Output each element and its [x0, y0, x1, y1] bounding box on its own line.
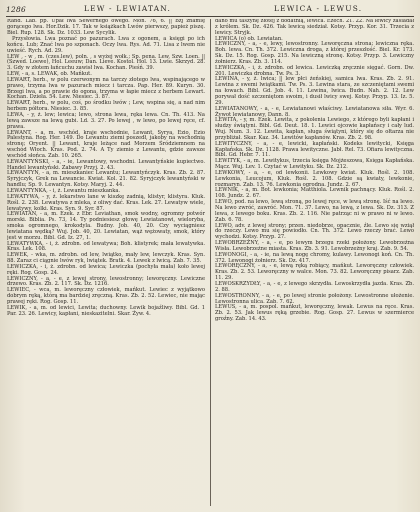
dictionary-entry: LEWIATAN, - a, m. Ezek. z Ebr. Leviathan, smok wodny, ogromny potwór morski. Biblia. Ps. 73, 14. Ty podniesiesz głowę Lewiatanowi, wieloryba, smoka ogromnego, krokodyla. Budny. Job. 40, 20. Czy wyciągniesz lewiatana wędką? Wuj. Job. 40, 20. Lewiatan, wąż wężowaty, smok, który jest w morzu. Bibl. Gd. Iz. 27, 1.: [7, 211, 205, 241]
dictionary-entry: LEW, - a, s. LEWAK, ob. Mańkut.: [7, 71, 92, 78]
running-header: [6, 4, 414, 16]
right-column: [215, 19, 414, 508]
dictionary-entry: LEWIATANOWY, - a, - e, Lewiatanowi właściwy. Lewiatanowa siła. Wyr. 6. Żywot lewiatanowy, Dann. 8.: [215, 105, 414, 118]
dictionary-entry: LEWICZKA, - i, ż. zdrobn. od lewica. Lewiczką zręcznie sięgać. Gorn. Dw. 201. Lewiczka drobna. Tw. Ps. 3.: [215, 64, 414, 77]
dictionary-entry: LEWITA, - y, m. Ezek. Lewita, z pokolenia Lewiego, z którego byli kapłani i słudzy świątyni. Bibl. Gd. Deut. 18. 1. Lewici ojcowie kapłańscy i cały lud. Wuj. Num. 3. 12. Lewita, kapłan, sługa świątyni, który się do ołtarza nie przybliżał. Skar. Kaz. 34. Lewitów kapłanów. Kras. Zb. 2. 98.: [215, 117, 414, 141]
header-rule: [6, 16, 414, 17]
dictionary-entry: LEWKOWY, - a, - e, od lewkonii. Lewkowy kwiat. Kluk. Rośl. 2. 108. Lewkonia, Leucojum, Kluk. Rośl. 2. 108. Gdzie są kwiaty, lewkonie, rozmaryn. Zab. 13. 76. Lewkonia ogrodna. Jundz. 2. 67.: [215, 169, 414, 188]
dictionary-entry: LEWONOGI, - a, - ie, na lewą nogę chromy, kulawy. Lewonogi koń. Cn. Th. 372. Lewonogi żołnierz. Sk. Dz. 417.: [215, 251, 414, 264]
dictionary-entry: LEWITYK, - a, m. Lewitykus, trzecia księga Mojżeszowa, Księga Kapłańska. Mącz. Wuj. Lev. 1. Czytać w Lewityku. Sk. Dz. 212.: [215, 158, 414, 171]
dictionary-entry: LEWICZKA, - i, ż. zdrobn. od lewica; Lewiczka (pochyła mała) koło lewej ręki. Rog. Gosp. 24.: [7, 263, 205, 276]
dictionary-entry: LEWANTYŃSKI, - a, - ie, Lewantowy, wschodni. Lewantyńskie kupiectwo. Handel lewantyński. Zabawy Przyj. 2. 43.: [7, 158, 205, 171]
dictionary-entry: LEWANTYNKA, - i, ż. Lewantu mieszkanka.: [7, 187, 121, 194]
left-running-title: LEW - LEWIATAN.: [84, 4, 172, 13]
dictionary-entry: Przysłowia. Lwa poznać po pazurach. Lwa z ogonem, a księgi po ich końcu. Lub; Znać lwa po szponach. Oczy lwa. Rys. Ad. 71. Lisa z lwem nie uwieść. Rych. Ad. 29.: [7, 36, 205, 54]
dictionary-entry: LEWA, - y, ż. lew; lewica; lewo, strona lewa, ręka lewa. Cn. Th. 413. Na lewą zawsze na lewą gubi. Ld. 3. 27. Po lewej , w lewo, po lewej ręce, cf. prawa.: [7, 112, 205, 130]
dictionary-entry: LEWATYWA, - y, ż. lekarstwo lane w kiszkę zadnią, klistyr, klistyra. Kluk. Rośl. 2. 238. Lewatywa z mleka, z oliwy dać. Kras. Lek. 27. Lewatyw wiele, lewatywy, kolki. Kras. Syn. 9. Syr. 87.: [7, 193, 205, 212]
dictionary-entry: LEWOBRZEŻNY, - a, - e, po lewym brzegu rzeki położony. Lewobrzeżna Wisła. Lewobrzeżne miasta. Kras. Zb. 3. 91. Lewobrzeżny kraj. Zab. 9. 54.: [215, 240, 414, 252]
dictionary-entry: LEWART, herb., w polu czerwonym na tarczy złotego lwa, wspinającego w prawo, trzyma lwa w pazurach miecz i tarcza. Pap. Her. 89. Kuryn. 30. Brzegi lwa, a po prawie do ogona, trzyma w łapie miecz z herbem Lewart. Kochan. Dzieła. 54. Lew. Niesiec. 3. 87.: [7, 76, 205, 101]
dictionary-entry: LEWO, pod. na lewo, lewą stroną, po lewej ręce, w lewą stronę. Iść na lewo. Na lewo zwróć, zawróć. Mon. 71. 37. Lewo, na lewą, z lewa. Sk. Dz. 313. Z lewa, z lewego boku. Kras. Zb. 2. 116. Nie patrząc ni w prawo ni w lewo. Zab. 6. 78.: [215, 199, 414, 223]
dictionary-entry: LEWO, adv. z lewej strony; przen. niedobrze, opacznie, źle. Lewo się wziął do rzeczy. Lewo mu się powiodło. Cn. Th. 372. Lewo rzeczy brać. Lewo wychodzi. Kotsy. Przyp. 27.: [215, 222, 414, 241]
dictionary-entry: LEWOSTRONNY, - a, - e, po lewej stronie położony. Lewostronne ułożenie. Lewostronna ulica. Zab. 7. 62.: [215, 292, 414, 305]
dictionary-entry: LEWIK, - a, m. od lewici, Lewita; duchowny. Lewik bojaźliwy. Bibl. Gd. 1 Par. 23. 26. Lewicy, kapłani, nieskazitelni. Skar. Żyw. 4.: [7, 304, 205, 317]
dictionary-entry: LEWANT, - a, m. wschód, kraje wschodnie, Lewant, Syrya, Ezio, Ezio Palestyna. Rog. Her. 149. Do Lewantu ziemi poszedł, jakoby na wschodnią stronę; Oryent. || Lewant, kraje leżące nad Morzem Śródziemnem na wschód Włoch. Kras. Pod. 2. 74. A Ty ziemio z Lewantu, gdzie zawsze wschód słońca. Zab. 10. 265.: [7, 129, 205, 159]
dictionary-entry: LEWANTYN, - a, m. mieszkaniec Lewantu; Lewantyńczyk. Kras. Zb. 2. 87. Syryjczyk, Grek na Lewancie. Kwiat. Kol. 21. 82. Syryjczyk lewantyński w handlu; Sp. 9. Lewantyn. Kotsy. Maryj. 2. 44.: [7, 170, 205, 189]
column-divider: [210, 19, 211, 506]
dictionary-entry: LEWEK, - wka, m. zdrobn. od lew, lwiątko, mały lew, lewczyk. Kras. Syn. 88. Zaraz ci ciągnie lwów ryk, lwiątek. Bratk. 4. Lewek z lwicą. Zab. 7. 35.: [7, 252, 205, 265]
dictionary-entry: LEWINA, - y, ż. lwica; || lew płci żeńskiej, samica lwa. Kras. Zb. 2. 91. Lewina z swemi lwiątkami. Tw. Ps. 3. Lewina stara, ze szczeniętami swemi na łowach. Bibl. Gd. Job. 4. 11. Lewina, lwica. Budn. Nah. 2. 12. Lew porywał dość szczeniętom swoim, i dusił lwicy swej. Kotsy. Przyp. 13. Iz. 5. 29.: [215, 76, 414, 106]
dictionary-entry: LEWATYWKA, - i, ż. zdrobn. od lewatywa; Boh. klistyrek; mała lewatywka. Kras. Lek. 108.: [7, 240, 205, 253]
dictionary-entry: LEWITYCZNY, - a, - e, lewicki, kapłański. Kodeks lewitycki, Księga Kapłańska. Sk. Dz. 1128. Prawa lewityczne. Jabł. Rel. 73. Ofiara lewityczna. Bibl. Gd. Hebr. 7. 11.: [215, 140, 414, 159]
dictionary-entry: LEWIEC, - wca, m. leworęczny człowiek, mańkut. Lewiec z wyjątkowo dobrym ręką, którą ma bardziej zręczną. Kras. Zb. 2. 52. Lewiec, nie mając prawej ręki. Rog. Gosp. 11.: [7, 287, 205, 305]
dictionary-entry: LEWART, herb., w polu, coś, po środku lwów ; Lew, wspina się, a nad nim herbem półtora. Niesiec. 3. 85.: [7, 100, 205, 113]
dictionary-entry: Rand. Lab. pp. Upał lwa Sewernego owego. Mon. 76, 6. || Bżj znamię gorącego lwa. Hor.Dzik. 17. Tak w książkach Lwów pierwszy, papież piszę. Biel. Rup. 128. Sk. Dz. 1033. Lew Sycylik.: [7, 19, 205, 36]
dictionary-entry: LEWICZNY, - a, - e, lewy, lewostronny. Leworęczna strona; lewiczna ręka. Boh. lewa. Cn. Th. 372. Lewiczna droga, z której przeszłość. Biel. Kr. 173. Sk. Dz. 15. Rog. Gosp. 215. Na lewiczną stronę. Kotsy. Przyp. 3. Lewiczny żołnierz. Kras. Zb. 3. 114.: [215, 41, 414, 65]
dictionary-entry: LEW , - w , m. (czes.lew), poln. , s wyżej wołk.; Sp. pena. Lew, Szw. Loen. || (Szwed. Loewe), Hol. Leeuw; Dan. Lieve. Kostol. Hol. 13. Lwie. Skrzyd. 28. 3. Gdy w złotem łańcuchu zawisł lwa. Kochan. Pieśń. 39.: [7, 53, 205, 72]
dictionary-entry: LEWUS, - a, m. pospol. mańkut, leworęczny, lewak. Lewus na ręce. Kras. Zb. 2. 53. Jak lewus ręką grzebie. Rog. Gosp. 27. Lewus w szermierce groźny. Zab. 14. 43.: [215, 304, 414, 323]
dictionary-entry: LEWOSKRZYDŁY, - a, - e, z lewego skrzydła. Lewoskrzydła jazda. Kras. Zb. 2. 88.: [215, 280, 414, 293]
dictionary-entry: LEWICZNY, - a, - e, z lewej strony, lewostronny; leworęczny. Lewiczne drzewo. Kras. Zb. 2. 117. Sk. Dz. 1216.: [7, 275, 205, 288]
dictionary-entry: LEWORĘCZNY, - a, - e, lewą ręką robiący, mańkut. Leworęczny człowiek. Kras. Zb. 2. 53. Leworęczny w walce. Mon. 73. 82. Leworęczny pisarz. Zab. 11. 29.: [215, 263, 414, 282]
dictionary-entry: LEWNIK, - a, m. Bot. lewkonia; Matthiola. Lewnik pachnący. Kluk. Rośl. 2. 108. Jundz. 2. 67.: [215, 187, 414, 200]
dictionary-entry: LEWICA (o) ob. Lewiatan.: [215, 35, 283, 42]
dictionary-entry: dano mu taszynę złotéj z dodatnią, lewica. Ezech. 21. 22. Na lewicy zasiadał z królem. Sk. Dz. 426. Tak lewicą siedział. Kotsy. Przyp. Kor. 31. Trzecia z lewicy. Stryjk.: [215, 19, 414, 36]
left-column: [7, 19, 205, 508]
right-running-title: LEWICA - LEWUS.: [274, 4, 363, 13]
page-number: 1286: [6, 5, 27, 14]
